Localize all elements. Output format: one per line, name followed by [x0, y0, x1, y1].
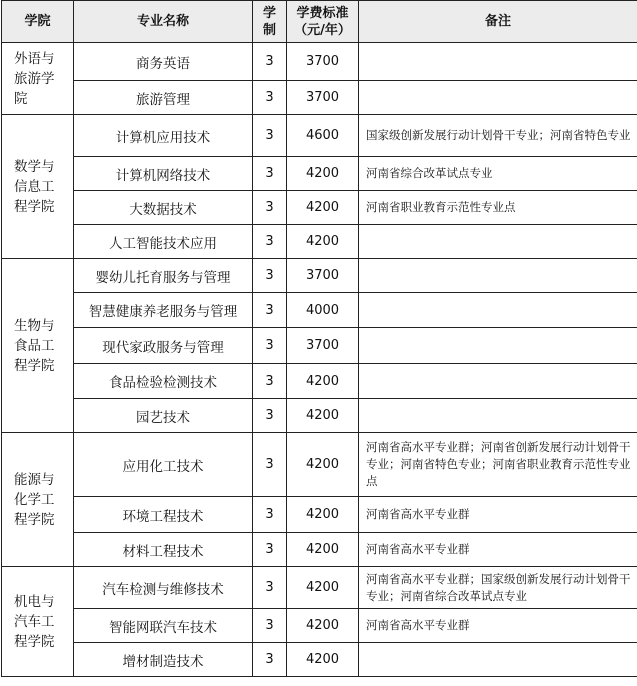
college-cell: 机电与汽车工程学院 [2, 567, 74, 677]
notes-cell [359, 399, 637, 433]
major-cell: 应用化工技术 [74, 433, 253, 497]
fee-cell: 4200 [287, 191, 359, 225]
major-cell: 智慧健康养老服务与管理 [74, 293, 253, 328]
table-row [2, 567, 637, 609]
years-cell: 3 [253, 43, 287, 81]
notes-cell: 河南省高水平专业群 [359, 533, 637, 567]
header-years-line1: 学 [262, 5, 276, 21]
header-years-line2: 制 [262, 22, 276, 38]
table-row [2, 399, 637, 433]
years-cell: 3 [253, 293, 287, 328]
notes-cell [359, 643, 637, 677]
header-notes: 备注 [359, 1, 637, 43]
years-cell: 3 [253, 609, 287, 643]
notes-cell [359, 43, 637, 81]
college-cell: 能源与化学工程学院 [2, 433, 74, 567]
table-row [2, 609, 637, 643]
tuition-table [1, 0, 637, 677]
header-major: 专业名称 [74, 1, 253, 43]
table-row [2, 433, 637, 497]
years-cell: 3 [253, 643, 287, 677]
fee-cell: 4200 [287, 157, 359, 191]
header-years [253, 1, 287, 43]
fee-cell: 3700 [287, 81, 359, 115]
fee-cell: 4600 [287, 115, 359, 157]
notes-cell: 河南省职业教育示范性专业点 [359, 191, 637, 225]
fee-cell: 4200 [287, 567, 359, 609]
fee-cell: 3700 [287, 259, 359, 293]
years-cell: 3 [253, 157, 287, 191]
fee-cell: 3700 [287, 43, 359, 81]
notes-cell [359, 293, 637, 328]
table-row [2, 533, 637, 567]
fee-cell: 4200 [287, 225, 359, 259]
fee-cell: 4000 [287, 293, 359, 328]
major-cell: 现代家政服务与管理 [74, 328, 253, 364]
fee-cell: 4200 [287, 609, 359, 643]
notes-cell [359, 81, 637, 115]
header-college: 学院 [2, 1, 74, 43]
table-row [2, 43, 637, 81]
years-cell: 3 [253, 433, 287, 497]
major-cell: 环境工程技术 [74, 497, 253, 533]
years-cell: 3 [253, 115, 287, 157]
fee-cell: 4200 [287, 533, 359, 567]
years-cell: 3 [253, 533, 287, 567]
header-row [2, 1, 637, 43]
major-cell: 材料工程技术 [74, 533, 253, 567]
notes-cell: 河南省综合改革试点专业 [359, 157, 637, 191]
notes-cell [359, 328, 637, 364]
college-cell: 外语与旅游学院 [2, 43, 74, 115]
table-row [2, 259, 637, 293]
notes-cell: 河南省高水平专业群；国家级创新发展行动计划骨干专业；河南省综合改革试点专业 [359, 567, 637, 609]
table-row [2, 225, 637, 259]
notes-cell: 国家级创新发展行动计划骨干专业；河南省特色专业 [359, 115, 637, 157]
major-cell: 计算机应用技术 [74, 115, 253, 157]
header-fee-line2: （元/年） [294, 22, 351, 38]
major-cell: 婴幼儿托育服务与管理 [74, 259, 253, 293]
notes-cell [359, 259, 637, 293]
major-cell: 智能网联汽车技术 [74, 609, 253, 643]
table-row [2, 293, 637, 328]
table-row [2, 81, 637, 115]
table-row [2, 497, 637, 533]
notes-cell: 河南省高水平专业群；河南省创新发展行动计划骨干专业；河南省特色专业；河南省职业教育示范性专业点 [359, 433, 637, 497]
major-cell: 食品检验检测技术 [74, 364, 253, 399]
major-cell: 旅游管理 [74, 81, 253, 115]
table-row [2, 115, 637, 157]
fee-cell: 4200 [287, 433, 359, 497]
years-cell: 3 [253, 399, 287, 433]
major-cell: 大数据技术 [74, 191, 253, 225]
fee-cell: 4200 [287, 364, 359, 399]
table-row [2, 643, 637, 677]
major-cell: 人工智能技术应用 [74, 225, 253, 259]
years-cell: 3 [253, 567, 287, 609]
years-cell: 3 [253, 225, 287, 259]
table-row [2, 191, 637, 225]
fee-cell: 4200 [287, 643, 359, 677]
major-cell: 园艺技术 [74, 399, 253, 433]
fee-cell: 3700 [287, 328, 359, 364]
years-cell: 3 [253, 364, 287, 399]
years-cell: 3 [253, 191, 287, 225]
college-cell: 生物与食品工程学院 [2, 259, 74, 433]
table-row [2, 328, 637, 364]
years-cell: 3 [253, 328, 287, 364]
notes-cell: 河南省高水平专业群 [359, 609, 637, 643]
notes-cell [359, 364, 637, 399]
major-cell: 增材制造技术 [74, 643, 253, 677]
years-cell: 3 [253, 259, 287, 293]
header-fee-line1: 学费标准 [296, 5, 349, 21]
fee-cell: 4200 [287, 399, 359, 433]
table-body [2, 43, 637, 677]
fee-cell: 4200 [287, 497, 359, 533]
major-cell: 商务英语 [74, 43, 253, 81]
years-cell: 3 [253, 497, 287, 533]
major-cell: 汽车检测与维修技术 [74, 567, 253, 609]
notes-cell [359, 225, 637, 259]
years-cell: 3 [253, 81, 287, 115]
table-row [2, 364, 637, 399]
table-row [2, 157, 637, 191]
header-fee [287, 1, 359, 43]
notes-cell: 河南省高水平专业群 [359, 497, 637, 533]
major-cell: 计算机网络技术 [74, 157, 253, 191]
college-cell: 数学与信息工程学院 [2, 115, 74, 259]
